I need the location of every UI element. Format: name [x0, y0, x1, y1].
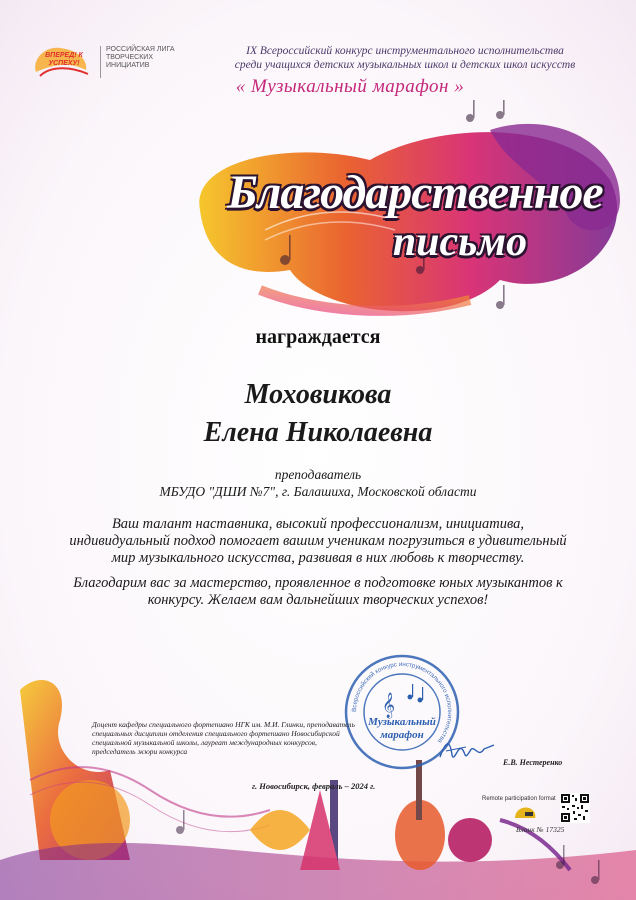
- certificate-title-line-1: Благодарственное: [227, 166, 603, 219]
- signer-name: Е.В. Нестеренко: [503, 758, 563, 767]
- certificate-title-line-2: письмо: [392, 219, 528, 265]
- recipient-surname: Моховикова: [244, 379, 392, 410]
- recipient-institution: МБУДО "ДШИ №7", г. Балашиха, Московской области: [159, 484, 477, 499]
- svg-text:𝄞: 𝄞: [382, 693, 396, 718]
- recipient-given-names: Елена Николаевна: [203, 417, 433, 448]
- recipient-position: преподаватель: [274, 467, 362, 482]
- stamp-center-line-2: марафон: [380, 729, 424, 741]
- helmet-icon: [513, 806, 537, 820]
- city-date: г. Новосибирск, февраль – 2024 г.: [252, 781, 376, 791]
- treble-clef-icon: [382, 684, 423, 718]
- organizer-logo: [30, 42, 180, 82]
- contest-line-1: IX Всероссийский конкурс инструментального исполнительства: [246, 45, 564, 57]
- stamp-center-line-1: Музыкальный: [368, 716, 436, 728]
- gratitude-paragraph-1: Ваш талант наставника, высокий профессионализм, инициатива, индивидуальный подход помогает вашим ученикам погрузиться в удивительный мир музыкального искусства, развивая в них любовь к творчеству.: [69, 516, 567, 566]
- music-instruments-art: [0, 660, 636, 900]
- blank-number: Бланк № 17325: [516, 825, 565, 834]
- remote-format-label: Remote participation format: [482, 796, 556, 802]
- qr-code-icon: [560, 793, 590, 823]
- stamp-ring-text: Всероссийский конкурс инструментального исполнительства: [350, 660, 454, 745]
- contest-description: [200, 44, 610, 72]
- recipient-name: [0, 376, 636, 452]
- logo-divider: [100, 46, 101, 78]
- contest-line-2: среди учащихся детских музыкальных школ и детских школ искусств: [234, 59, 576, 71]
- logo-badge-text: ВПЕРЕД! К УСПЕХУ!: [45, 52, 83, 67]
- signer-description: Доцент кафедры специального фортепиано НГК им. М.И. Глинки, преподаватель специальных дисциплин отделения специального фортепиано Новосибирской специальной музыкальной школы, лауреат международных конкурсов, председатель жюри конкурса: [92, 720, 355, 756]
- gratitude-text: [60, 516, 576, 617]
- recipient-role: [0, 466, 636, 500]
- contest-name: « Музыкальный марафон »: [235, 76, 465, 97]
- awarded-label: награждается: [255, 326, 381, 348]
- logo-organization-name: РОССИЙСКАЯ ЛИГА ТВОРЧЕСКИХ ИНИЦИАТИВ: [106, 46, 175, 69]
- gratitude-paragraph-2: Благодарим вас за мастерство, проявленное в подготовке юных музыкантов к конкурсу. Желаем вам дальнейших творческих успехов!: [73, 575, 563, 608]
- handwritten-signature: [436, 735, 496, 765]
